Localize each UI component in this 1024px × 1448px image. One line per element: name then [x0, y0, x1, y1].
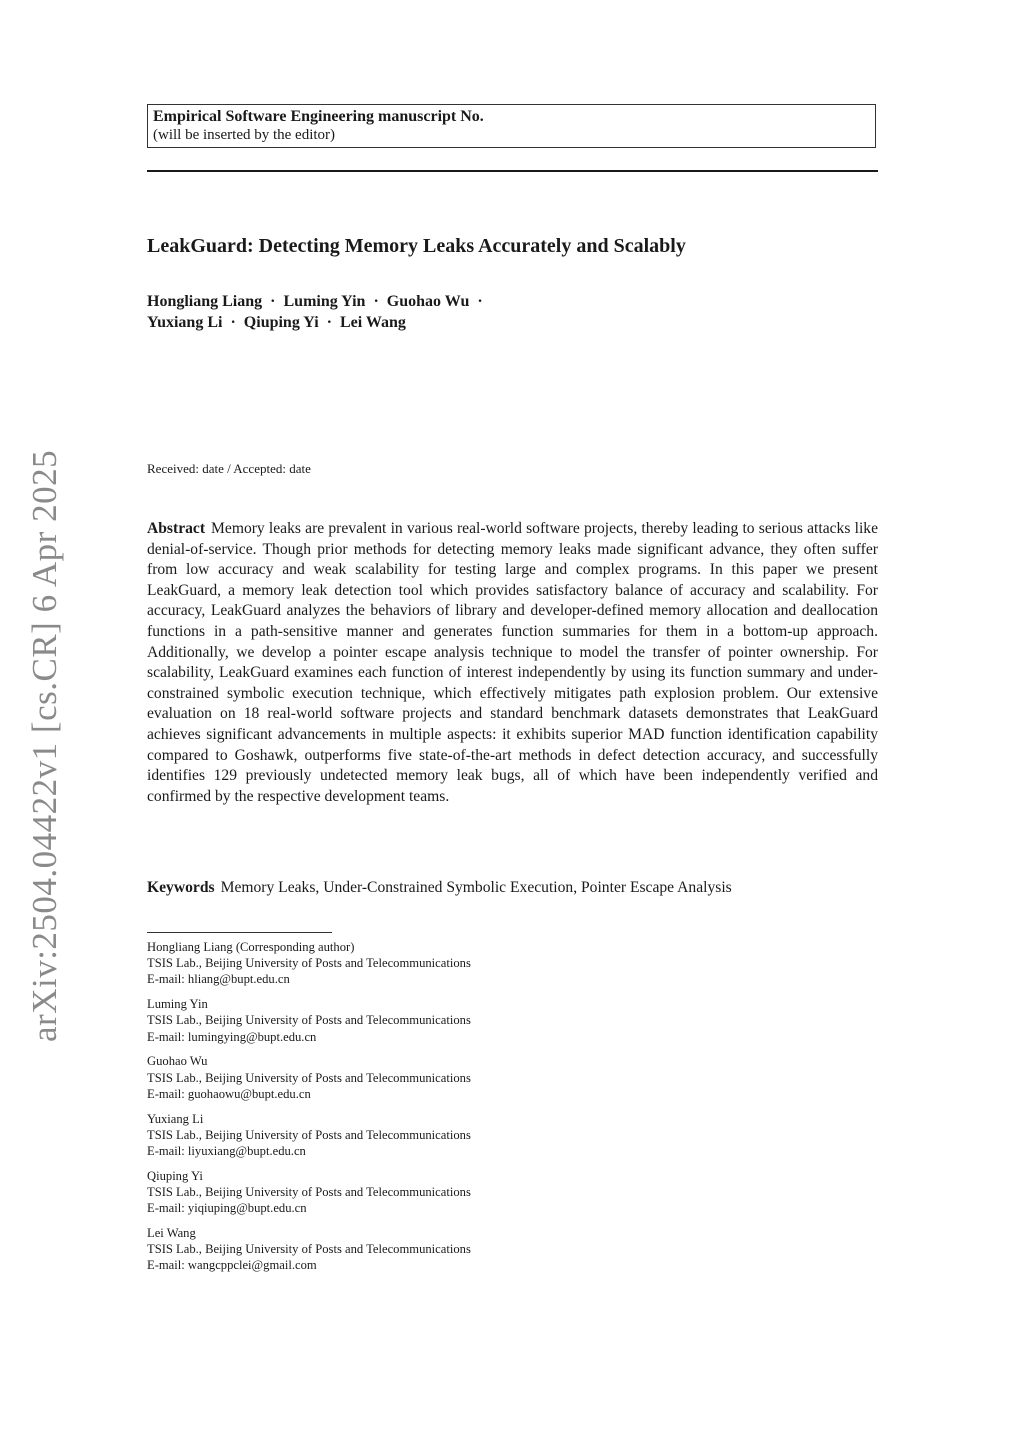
affiliation-org: TSIS Lab., Beijing University of Posts and Telecommunications — [147, 1070, 471, 1085]
affiliation-block — [147, 1111, 878, 1160]
affiliation-name: Hongliang Liang (Corresponding author) — [147, 940, 355, 954]
keywords-label: Keywords — [147, 879, 215, 896]
affiliation-org: TSIS Lab., Beijing University of Posts and Telecommunications — [147, 1013, 471, 1028]
keywords-line — [147, 878, 878, 898]
affiliation-email: E-mail: liyuxiang@bupt.edu.cn — [147, 1144, 306, 1159]
affiliation-name: Guohao Wu — [147, 1054, 208, 1069]
affiliation-name: Luming Yin — [147, 997, 208, 1012]
journal-header-box — [147, 104, 876, 148]
affiliation-email: E-mail: hliang@bupt.edu.cn — [147, 972, 290, 987]
keywords-text: Memory Leaks, Under-Constrained Symbolic Execution, Pointer Escape Analysis — [220, 879, 732, 896]
affiliation-block — [147, 996, 878, 1045]
received-accepted-dates: Received: date / Accepted: date — [147, 461, 311, 476]
affiliation-org: TSIS Lab., Beijing University of Posts and Telecommunications — [147, 956, 471, 971]
affiliation-block — [147, 1053, 878, 1102]
abstract-paragraph — [147, 519, 878, 807]
author-separator: · — [230, 314, 236, 331]
abstract-text: Memory leaks are prevalent in various real-world software projects, thereby leading to serious attacks like denial-of-service. Though prior methods for detecting memory leaks made significant advance, they often suffer from low accuracy and weak scalability for testing large and complex programs. In this paper we present LeakGuard, a memory leak detection tool which provides satisfactory balance of accuracy and scalability. For accuracy, LeakGuard analyzes the behaviors of library and developer-defined memory allocation and deallocation functions in a path-sensitive manner and generates function summaries for them in a bottom-up approach. Additionally, we develop a pointer escape analysis technique to model the transfer of pointer ownership. For scalability, LeakGuard examines each function of interest independently by using its function summary and under-constrained symbolic execution technique, which effectively mitigates path explosion problem. Our extensive evaluation on 18 real-world software projects and standard benchmark datasets demonstrates that LeakGuard achieves significant advancements in multiple aspects: it exhibits superior MAD function identification capability compared to Goshawk, outperforms five state-of-the-art methods in defect detection accuracy, and successfully identifies 129 previously undetected memory leak bugs, all of which have been independently verified and confirmed by the respective development teams. — [147, 520, 878, 805]
abstract-label: Abstract — [147, 520, 206, 537]
journal-name: Empirical Software Engineering manuscript No. — [153, 108, 484, 125]
author-separator: · — [477, 293, 483, 310]
affiliation-name: Yuxiang Li — [147, 1111, 204, 1126]
affiliation-block — [147, 1225, 878, 1274]
affiliation-email: E-mail: guohaowu@bupt.edu.cn — [147, 1086, 311, 1101]
affiliation-email: E-mail: lumingying@bupt.edu.cn — [147, 1029, 317, 1044]
paper-title: LeakGuard: Detecting Memory Leaks Accurately and Scalably — [147, 235, 686, 257]
affiliation-email: E-mail: wangcppclei@gmail.com — [147, 1258, 317, 1273]
author-name: Guohao Wu — [386, 293, 470, 310]
affiliation-block — [147, 1168, 878, 1217]
author-separator: · — [373, 293, 379, 310]
affiliation-email: E-mail: yiqiuping@bupt.edu.cn — [147, 1201, 307, 1216]
affiliation-name: Qiuping Yi — [147, 1168, 203, 1183]
affiliation-org: TSIS Lab., Beijing University of Posts and Telecommunications — [147, 1242, 471, 1257]
affiliations-footnote — [147, 939, 878, 1282]
affiliation-org: TSIS Lab., Beijing University of Posts and Telecommunications — [147, 1127, 471, 1142]
author-name: Yuxiang Li — [147, 314, 223, 331]
author-name: Lei Wang — [339, 314, 406, 331]
arxiv-identifier: arXiv:2504.04422v1 [cs.CR] 6 Apr 2025 — [25, 449, 64, 1042]
title-rule — [147, 170, 878, 172]
editor-note: (will be inserted by the editor) — [153, 127, 336, 143]
author-separator: · — [326, 314, 332, 331]
author-name: Luming Yin — [283, 293, 366, 310]
author-list — [147, 291, 878, 333]
author-row-2 — [147, 312, 878, 333]
affiliation-block — [147, 939, 878, 988]
affiliation-org: TSIS Lab., Beijing University of Posts and Telecommunications — [147, 1185, 471, 1200]
author-separator: · — [270, 293, 276, 310]
author-row-1 — [147, 291, 878, 312]
affiliation-name: Lei Wang — [147, 1226, 196, 1241]
author-name: Qiuping Yi — [243, 314, 319, 331]
paper-page — [147, 0, 878, 1448]
author-name: Hongliang Liang — [147, 293, 263, 310]
footnote-rule — [147, 932, 332, 933]
